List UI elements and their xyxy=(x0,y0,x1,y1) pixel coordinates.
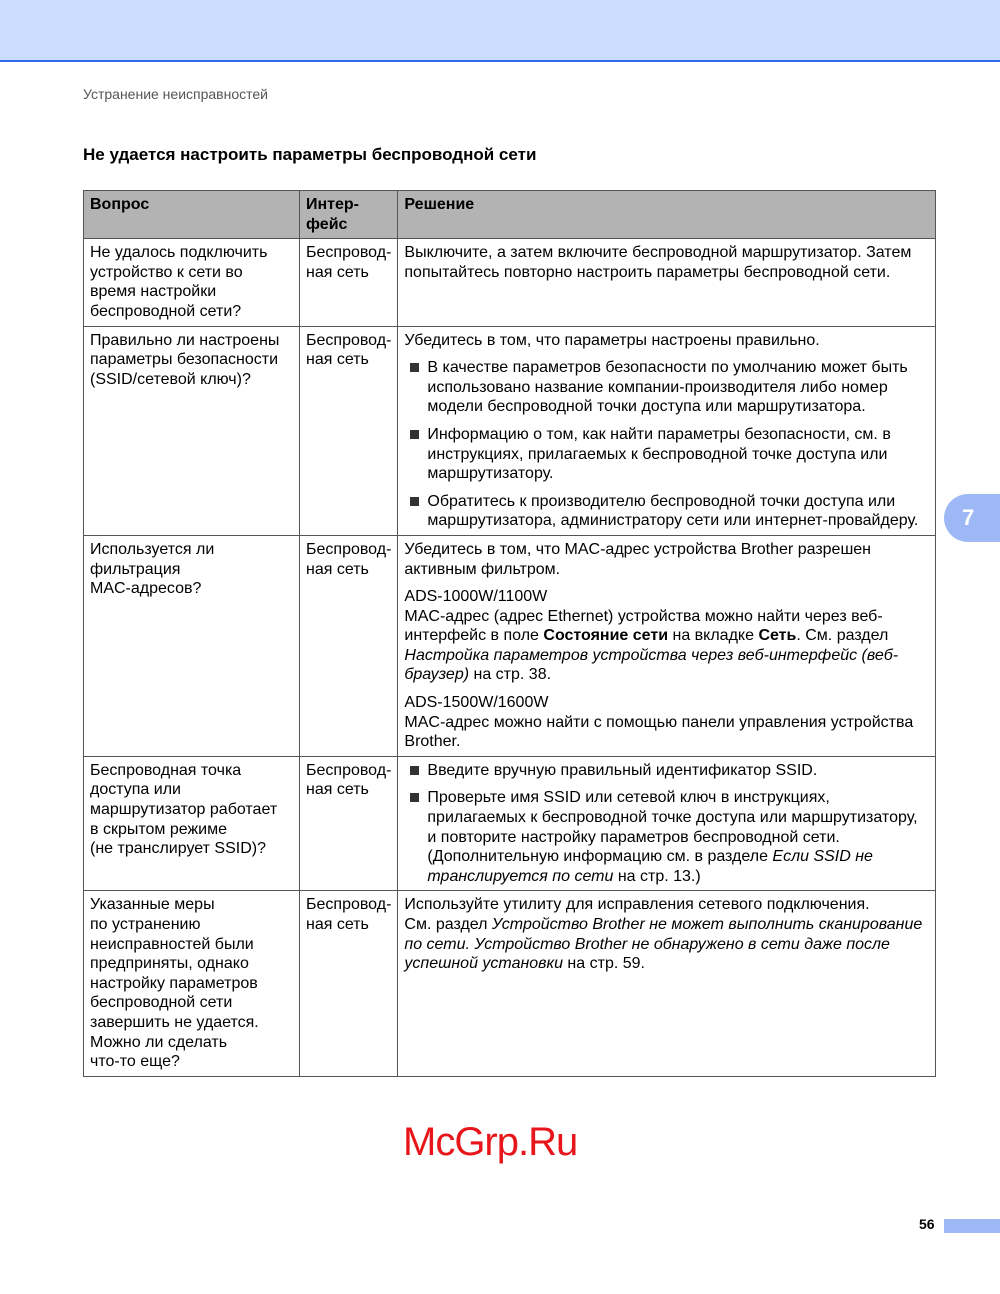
page-number: 56 xyxy=(919,1216,935,1232)
text-segment: В качестве параметров безопасности по умолчанию может быть использовано название компании-производителя либо номер модели беспроводной точки доступа или маршрутизатора. xyxy=(427,359,908,416)
bold-text: Сеть xyxy=(758,627,797,645)
bold-text: Состояние сети xyxy=(543,627,669,645)
question-cell: Беспроводная точка доступа или маршрутизатор работает в скрытом режиме (не транслирует SSID)? xyxy=(84,756,300,891)
solution-cell xyxy=(398,756,936,891)
question-cell: Правильно ли настроены параметры безопасности (SSID/сетевой ключ)? xyxy=(84,326,300,535)
text-segment: Убедитесь в том, что параметры настроены правильно. xyxy=(404,331,820,349)
text-segment: на стр. 13.) xyxy=(613,867,701,885)
interface-cell: Беспровод- ная сеть xyxy=(300,535,398,756)
troubleshooting-table xyxy=(83,190,936,1077)
bullet-item xyxy=(404,492,929,531)
chapter-tab: 7 xyxy=(944,494,1000,542)
paragraph xyxy=(404,587,929,685)
table-header-row xyxy=(84,191,936,239)
text-segment: . См. раздел xyxy=(796,627,889,645)
text-segment: См. раздел xyxy=(404,916,492,933)
table-row xyxy=(84,756,936,891)
reference-link-text: Устройство Brother не может выполнить сканирование по сети. Устройство Brother не обнаружено в сети даже после успешной установки xyxy=(404,916,923,973)
text-segment: Обратитесь к производителю беспроводной точки доступа или маршрутизатора, администратору сети или интернет-провайдеру. xyxy=(427,492,919,530)
header-solution: Решение xyxy=(398,191,936,239)
table-row xyxy=(84,891,936,1076)
paragraph xyxy=(404,540,929,579)
text-segment: на вкладке xyxy=(668,627,759,645)
header-question: Вопрос xyxy=(84,191,300,239)
bullet-item xyxy=(404,425,929,484)
interface-cell: Беспровод- ная сеть xyxy=(300,756,398,891)
page-number-bar xyxy=(944,1219,1000,1233)
paragraph xyxy=(404,331,929,351)
bullet-item xyxy=(404,788,929,886)
paragraph xyxy=(404,895,929,973)
interface-cell: Беспровод- ная сеть xyxy=(300,239,398,326)
table-row xyxy=(84,535,936,756)
text-segment: MAC-адрес (адрес Ethernet) устройства можно найти через веб-интерфейс в поле xyxy=(404,607,883,645)
text-segment: Используйте утилиту для исправления сетевого подключения. xyxy=(404,896,870,914)
running-title: Устранение неисправностей xyxy=(83,86,268,102)
text-segment: Выключите, а затем включите беспроводной маршрутизатор. Затем попытайтесь повторно настроить параметры беспроводной сети. xyxy=(404,244,912,281)
table-row xyxy=(84,326,936,535)
text-segment: Убедитесь в том, что MAC-адрес устройства Brother разрешен активным фильтром. xyxy=(404,540,872,578)
bullet-item xyxy=(404,358,929,417)
solution-cell xyxy=(398,535,936,756)
text-segment: Введите вручную правильный идентификатор SSID. xyxy=(427,761,818,779)
interface-cell: Беспровод- ная сеть xyxy=(300,891,398,1076)
text-segment: на стр. 38. xyxy=(469,666,552,684)
interface-cell: Беспровод- ная сеть xyxy=(300,326,398,535)
bullet-item xyxy=(404,761,929,781)
text-segment: MAC-адрес можно найти с помощью панели управления устройства Brother. xyxy=(404,713,914,751)
top-band xyxy=(0,0,1000,62)
text-segment: Информацию о том, как найти параметры безопасности, см. в инструкциях, прилагаемых к беспроводной точке доступа или маршрутизатору. xyxy=(427,425,891,483)
solution-cell xyxy=(398,891,936,1076)
header-interface: Интер- фейс xyxy=(300,191,398,239)
reference-link-text: Если SSID не транслируется по сети xyxy=(427,848,873,885)
reference-link-text: Настройка параметров устройства через веб-интерфейс (веб-браузер) xyxy=(404,646,899,684)
watermark: McGrp.Ru xyxy=(403,1120,578,1164)
text-segment: на стр. 59. xyxy=(562,955,645,973)
text-segment: ADS-1000W/1100W xyxy=(404,588,548,606)
paragraph xyxy=(404,243,929,282)
question-cell: Используется ли фильтрация MAC-адресов? xyxy=(84,535,300,756)
text-segment: ADS-1500W/1600W xyxy=(404,694,549,712)
table-body xyxy=(84,239,936,1077)
question-cell: Указанные меры по устранению неисправностей были предприняты, однако настройку параметров беспроводной сети завершить не удается. Можно ли сделать что-то еще? xyxy=(84,891,300,1076)
question-cell: Не удалось подключить устройство к сети во время настройки беспроводной сети? xyxy=(84,239,300,326)
solution-cell xyxy=(398,239,936,326)
paragraph xyxy=(404,693,929,752)
section-title: Не удается настроить параметры беспроводной сети xyxy=(83,145,537,164)
text-segment: Проверьте имя SSID или сетевой ключ в инструкциях, прилагаемых к беспроводной точке доступа или маршрутизатору, и повторите настройку параметров беспроводной сети. (Дополнительную информацию см. в разделе xyxy=(427,789,918,866)
solution-cell xyxy=(398,326,936,535)
table-row xyxy=(84,239,936,326)
